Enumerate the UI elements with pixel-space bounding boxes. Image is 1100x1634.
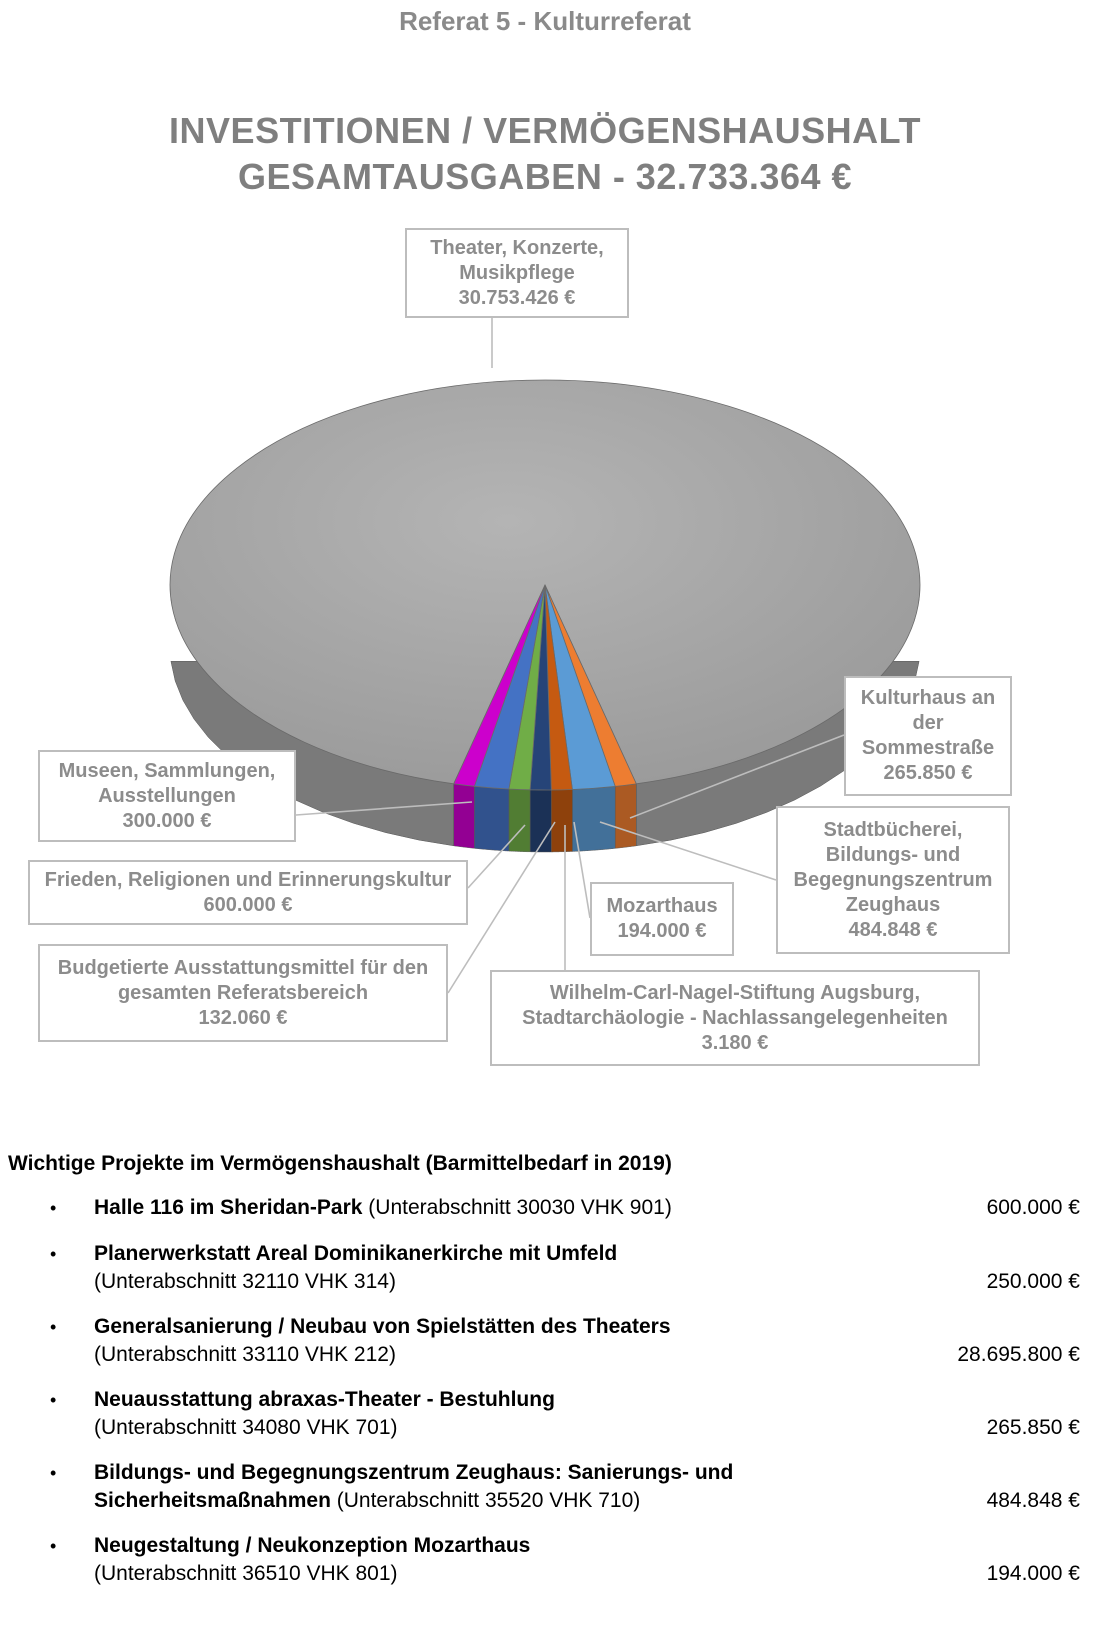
bullet-icon: • (50, 1198, 57, 1218)
chart-title-line-2: GESAMTAUSGABEN - 32.733.364 € (237, 156, 853, 197)
project-title: Neuausstattung abraxas-Theater - Bestuhlung (94, 1388, 555, 1411)
data-label-line: Stadtarchäologie - Nachlassangelegenheiten (522, 1006, 948, 1029)
data-label-line: Stadtbücherei, (823, 818, 963, 841)
bullet-icon: • (50, 1390, 57, 1410)
data-label-line: Begegnungszentrum (793, 868, 993, 891)
data-label-line: 484.848 € (848, 918, 938, 941)
data-label-line: Bildungs- und (825, 843, 961, 866)
project-amount: 28.695.800 € (957, 1343, 1080, 1366)
project-detail: (Unterabschnitt 35520 VHK 710) (330, 1489, 641, 1512)
page-header: Referat 5 - Kulturreferat (399, 6, 691, 36)
projects-heading: Wichtige Projekte im Vermögenshaushalt (Barmittelbedarf in 2019) (8, 1152, 672, 1175)
project-title: Halle 116 im Sheridan-Park (94, 1196, 363, 1219)
data-label-line: Frieden, Religionen und Erinnerungskultur (44, 868, 452, 891)
project-amount: 600.000 € (986, 1196, 1080, 1219)
slice-side-7 (454, 784, 475, 849)
chart-title-line-1: INVESTITIONEN / VERMÖGENSHAUSHALT (169, 110, 921, 151)
data-label-5 (590, 882, 734, 956)
data-label-line: Zeughaus (845, 893, 941, 916)
project-detail: (Unterabschnitt 30030 VHK 901) (362, 1196, 672, 1219)
data-label-line: 265.850 € (883, 762, 973, 784)
slice-side-5 (509, 789, 530, 852)
data-label-line: 300.000 € (122, 809, 212, 832)
slice-side-3 (551, 790, 572, 853)
data-label-line: der (912, 712, 944, 734)
slice-side-2 (572, 786, 615, 851)
bullet-icon: • (50, 1463, 57, 1483)
project-title: Neugestaltung / Neukonzeption Mozarthaus (94, 1534, 531, 1557)
data-label-1 (38, 750, 296, 842)
project-amount: 194.000 € (986, 1562, 1080, 1585)
data-label-line: 3.180 € (701, 1031, 769, 1054)
slice-side-6 (474, 786, 509, 851)
data-label-0 (405, 228, 629, 318)
project-detail: (Unterabschnitt 34080 VHK 701) (94, 1416, 398, 1439)
data-label-line: Theater, Konzerte, (430, 236, 604, 259)
data-label-line: Museen, Sammlungen, (58, 759, 276, 782)
data-label-4 (490, 970, 980, 1066)
pie-top-faces (170, 380, 920, 790)
project-title: Bildungs- und Begegnungszentrum Zeughaus: Sanierungs- und (94, 1461, 734, 1484)
project-amount: 250.000 € (986, 1270, 1080, 1293)
slice-side-4 (530, 790, 551, 852)
data-label-line: 600.000 € (203, 893, 293, 916)
data-label-line: 30.753.426 € (458, 286, 576, 309)
bullet-icon: • (50, 1317, 57, 1337)
data-label-line: gesamten Referatsbereich (117, 981, 369, 1004)
data-label-6 (776, 806, 1010, 954)
data-label-line: Ausstellungen (98, 784, 236, 807)
project-detail: (Unterabschnitt 33110 VHK 212) (94, 1343, 396, 1366)
project-amount: 265.850 € (986, 1416, 1080, 1439)
data-label-2 (28, 860, 468, 925)
data-label-line: 132.060 € (198, 1006, 288, 1029)
data-label-line: Kulturhaus an (860, 687, 996, 709)
data-label-3 (38, 944, 448, 1042)
data-label-line: Wilhelm-Carl-Nagel-Stiftung Augsburg, (549, 981, 921, 1004)
bullet-icon: • (50, 1536, 57, 1556)
project-amount: 484.848 € (986, 1489, 1080, 1512)
data-label-line: 194.000 € (617, 920, 707, 942)
project-title-cont: Sicherheitsmaßnahmen (94, 1489, 331, 1512)
data-label-7 (844, 676, 1012, 796)
bullet-icon: • (50, 1244, 57, 1264)
project-title: Generalsanierung / Neubau von Spielstätten des Theaters (94, 1315, 671, 1338)
data-label-line: Budgetierte Ausstattungsmittel für den (57, 956, 429, 979)
data-label-line: Sommestraße (861, 737, 995, 759)
project-detail: (Unterabschnitt 32110 VHK 314) (94, 1270, 396, 1293)
project-title: Planerwerkstatt Areal Dominikanerkirche mit Umfeld (94, 1242, 618, 1265)
data-label-line: Mozarthaus (606, 895, 718, 917)
project-detail: (Unterabschnitt 36510 VHK 801) (94, 1562, 398, 1585)
data-label-line: Musikpflege (459, 261, 575, 284)
